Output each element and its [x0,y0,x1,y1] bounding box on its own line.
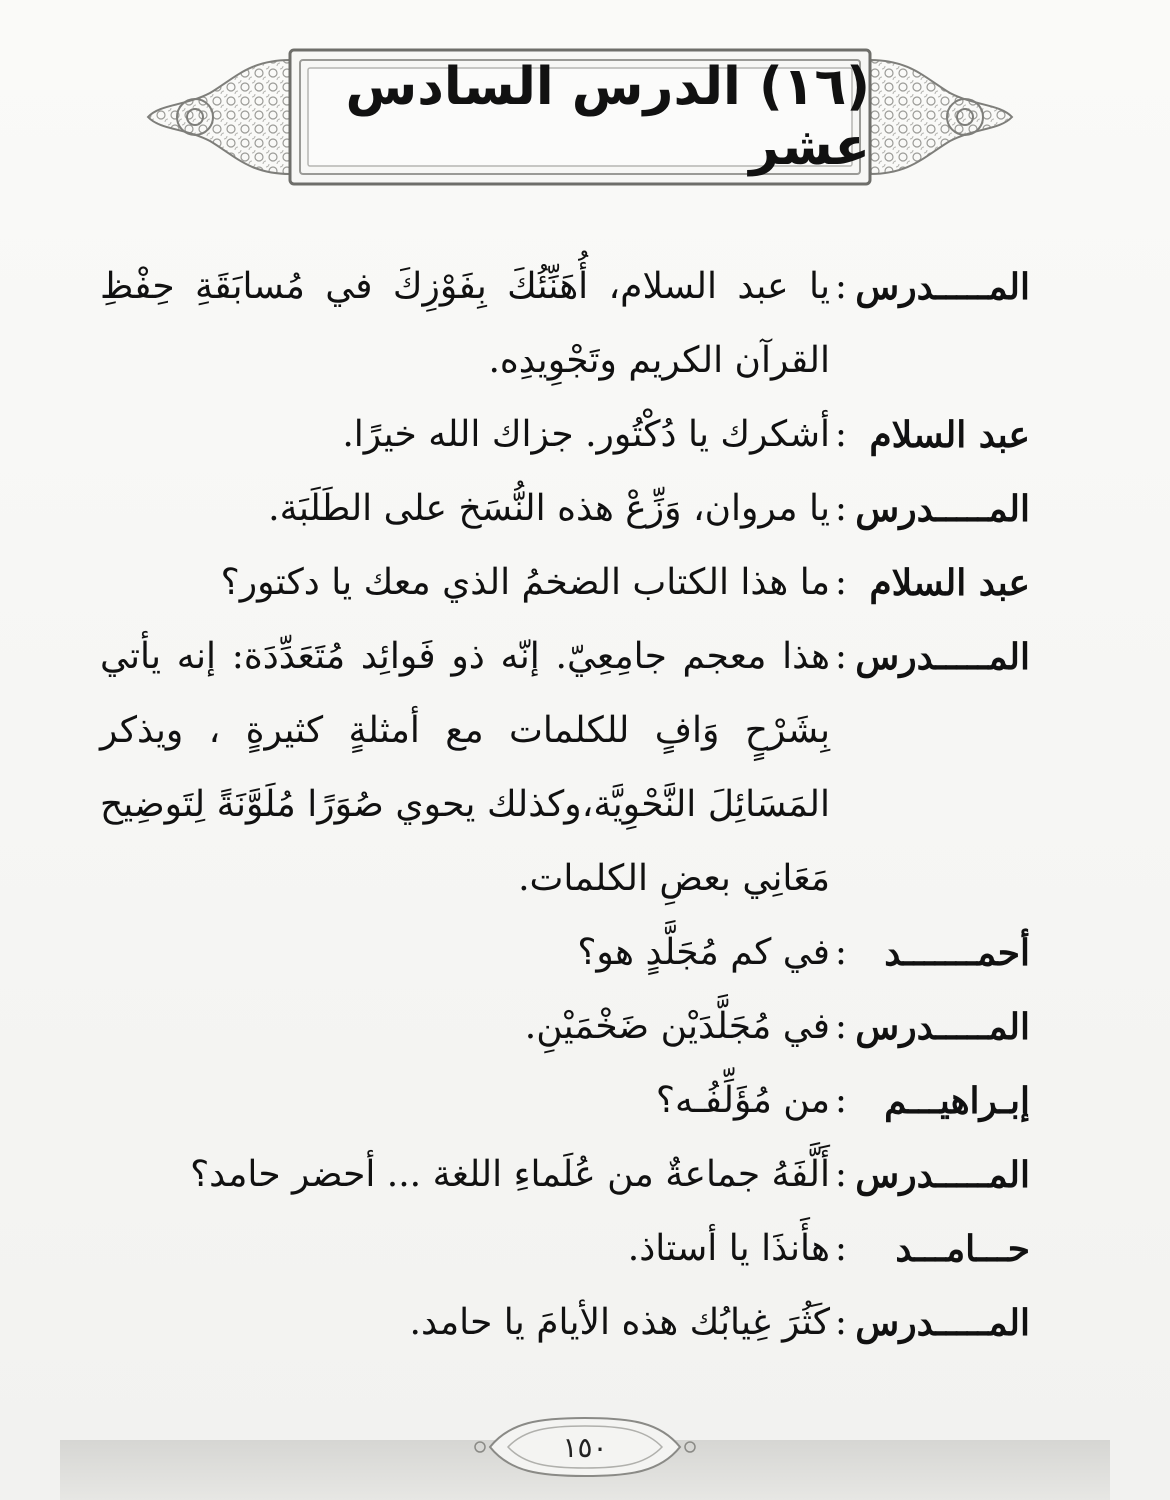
speaker-colon: : [834,1228,848,1269]
speaker-name: أحمـــــــد [884,932,1030,974]
dialogue-line [100,472,1030,546]
dialogue-line [100,990,1030,1064]
utterance-text: ما هذا الكتاب الضخمُ الذي معك يا دكتور؟ [220,562,830,603]
dialogue-line [100,916,1030,990]
dialogue-line [100,1138,1030,1212]
speaker-name: المـــــدرس [855,1302,1030,1344]
speaker-name: عبد السلام [869,562,1030,604]
dialogue-list [100,250,1030,1360]
speaker-name: عبد السلام [869,414,1030,456]
utterance-text: أَلَّفَهُ جماعةٌ من عُلَماءِ اللغة ... أحضر حامد؟ [190,1154,830,1195]
speaker-name: المـــــدرس [855,636,1030,678]
utterance-text: كَثُرَ غِيابُك هذه الأيامَ يا حامد. [409,1302,830,1343]
dialogue-line [100,1212,1030,1286]
speaker-name: إبـراهيـــم [884,1080,1030,1122]
speaker-colon: : [834,1154,848,1195]
speaker-colon: : [834,266,848,307]
speaker-colon: : [834,1080,848,1121]
speaker-name: المـــــدرس [855,1154,1030,1196]
dialogue-line [100,250,1030,398]
utterance-text: يا عبد السلام، أُهَنِّئُكَ بِفَوْزِكَ في مُسابَقَةِ حِفْظِ القرآن الكريم وتَجْوِيدِه. [100,266,830,381]
utterance-text: من مُؤَلِّفُـه؟ [655,1080,830,1121]
speaker-name: المـــــدرس [855,488,1030,530]
speaker-colon: : [834,636,848,677]
utterance-text: في كم مُجَلَّدٍ هو؟ [577,932,830,973]
speaker-colon: : [834,1302,848,1343]
dialogue-line [100,1064,1030,1138]
lesson-header-banner [140,38,1020,196]
lesson-title: (١٦) الدرس السادس عشر [345,57,870,177]
speaker-colon: : [834,932,848,973]
speaker-colon: : [834,488,848,529]
dialogue-line [100,398,1030,472]
utterance-text: أشكرك يا دُكْتُور. جزاك الله خيرًا. [342,414,830,455]
speaker-colon: : [834,414,848,455]
utterance-text: يا مروان، وَزِّعْ هذه النُّسَخ على الطَلَبَة. [268,488,830,529]
speaker-name: المـــــدرس [855,1006,1030,1048]
speaker-colon: : [834,1006,848,1047]
utterance-text: في مُجَلَّدَيْن ضَخْمَيْنِ. [524,1006,830,1047]
speaker-name: حـــامـــد [895,1228,1030,1270]
dialogue-line [100,620,1030,916]
utterance-text: هأَنذَا يا أستاذ. [627,1228,830,1269]
speaker-name: المـــــدرس [855,266,1030,308]
dialogue-line [100,546,1030,620]
page-number: ١٥٠ [562,1430,608,1464]
page-number-badge [470,1412,700,1482]
dialogue-line [100,1286,1030,1360]
utterance-text: هذا معجم جامِعِيّ. إنّه ذو فَوائِد مُتَعَدِّدَة: إنه يأتي بِشَرْحٍ وَافٍ للكلمات مع أمثلةٍ كثيرةٍ ، ويذكر المَسَائِلَ النَّحْوِيَّة،وكذلك يحوي صُوَرًا مُلَوَّنَةً لِتَوضِيح مَعَانِي بعضِ الكلمات. [100,636,830,899]
speaker-colon: : [834,562,848,603]
